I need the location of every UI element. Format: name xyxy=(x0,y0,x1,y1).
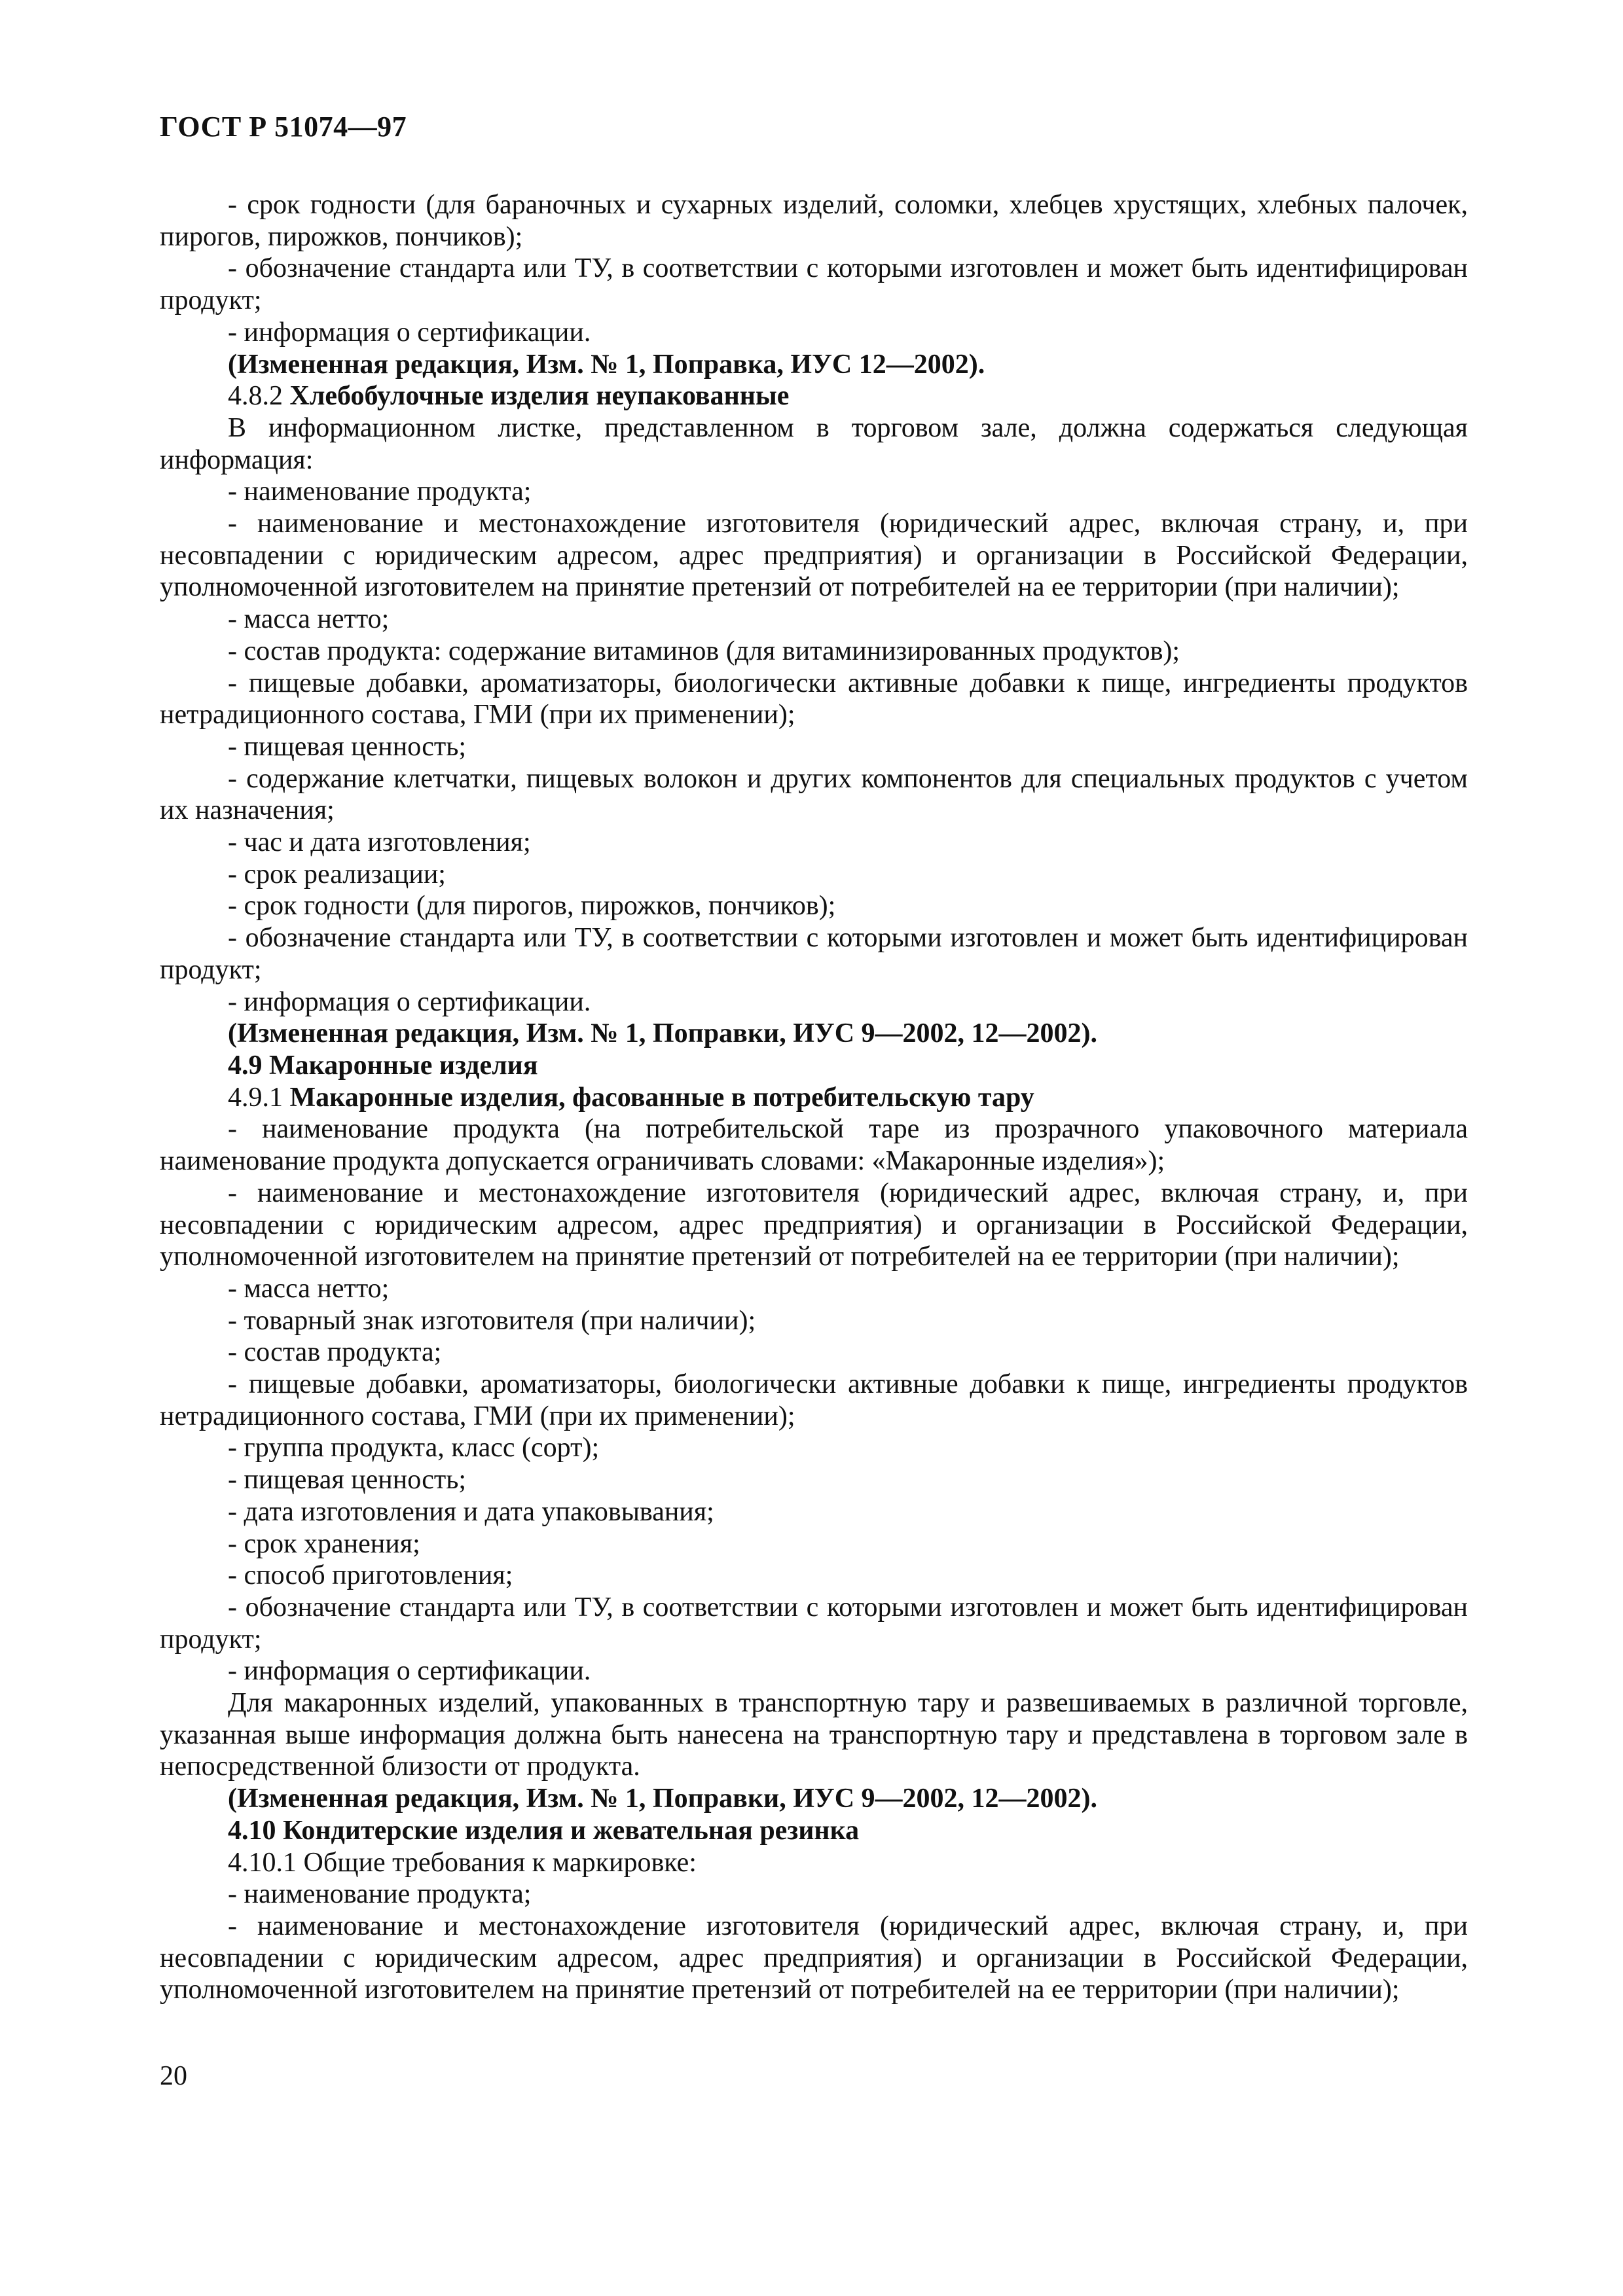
paragraph: В информационном листке, представленном в торговом зале, должна содержаться следующая информация: xyxy=(160,412,1468,475)
amendment-note: (Измененная редакция, Изм. № 1, Поправка, ИУС 12—2002). xyxy=(228,349,985,380)
list-item: - состав продукта; xyxy=(228,1337,442,1368)
list-item: - срок хранения; xyxy=(228,1528,420,1559)
list-item: - срок реализации; xyxy=(228,859,446,889)
amendment-note: (Измененная редакция, Изм. № 1, Поправки, ИУС 9—2002, 12—2002). xyxy=(228,1784,1098,1814)
list-item: - пищевая ценность; xyxy=(228,1465,467,1496)
section-heading-4-9: 4.9 Макаронные изделия xyxy=(228,1050,538,1081)
list-item: - наименование продукта; xyxy=(228,1879,532,1910)
section-title: Макаронные изделия, фасованные в потребительскую тару xyxy=(289,1082,1034,1113)
section-title: Хлебобулочные изделия неупакованные xyxy=(289,381,790,412)
list-item: - информация о сертификации. xyxy=(228,1656,591,1687)
list-item: - пищевые добавки, ароматизаторы, биологически активные добавки к пище, ингредиенты продуктов нетрадиционного состава, ГМИ (при их применении); xyxy=(160,668,1468,730)
list-item: - наименование и местонахождение изготовителя (юридический адрес, включая страну, и, при несовпадении с юридическим адресом, адрес предприятия) и организации в Российской Федерации, уполномоченной изготовителем на принятие претензий от потребителей на ее территории (при наличии); xyxy=(160,1177,1468,1272)
list-item: - масса нетто; xyxy=(228,1273,390,1304)
list-item: - пищевая ценность; xyxy=(228,731,467,762)
paragraph: - срок годности (для бараночных и сухарных изделий, соломки, хлебцев хрустящих, хлебных палочек, пирогов, пирожков, пончиков); xyxy=(160,190,1468,252)
list-item: - обозначение стандарта или ТУ, в соответствии с которыми изготовлен и может быть идентифицирован продукт; xyxy=(160,1592,1468,1655)
list-item: - товарный знак изготовителя (при наличии); xyxy=(228,1305,756,1336)
section-number: 4.8.2 xyxy=(228,381,283,412)
list-item: - наименование и местонахождение изготовителя (юридический адрес, включая страну, и, при несовпадении с юридическим адресом, адрес предприятия) и организации в Российской Федерации, уполномоченной изготовителем на принятие претензий от потребителей на ее территории (при наличии); xyxy=(160,509,1468,603)
list-item: - срок годности (для пирогов, пирожков, пончиков); xyxy=(228,891,836,922)
section-number: 4.9.1 xyxy=(228,1082,283,1113)
paragraph: - информация о сертификации. xyxy=(228,317,591,348)
list-item: - наименование и местонахождение изготовителя (юридический адрес, включая страну, и, при несовпадении с юридическим адресом, адрес предприятия) и организации в Российской Федерации, уполномоченной изготовителем на принятие претензий от потребителей на ее территории (при наличии); xyxy=(160,1910,1468,2005)
page-number: 20 xyxy=(160,2061,187,2091)
list-item: - группа продукта, класс (сорт); xyxy=(228,1433,600,1463)
paragraph: Для макаронных изделий, упакованных в транспортную тару и развешиваемых в различной торговле, указанная выше информация должна быть нанесена на транспортную тару и представлена в торговом зале в непосредственной близости от продукта. xyxy=(160,1688,1468,1782)
list-item: - пищевые добавки, ароматизаторы, биологически активные добавки к пище, ингредиенты продуктов нетрадиционного состава, ГМИ (при их применении); xyxy=(160,1369,1468,1431)
list-item: - содержание клетчатки, пищевых волокон и других компонентов для специальных продуктов с учетом их назначения; xyxy=(160,763,1468,826)
list-item: - наименование продукта (на потребительской таре из прозрачного упаковочного материала наименование продукта допускается ограничивать словами: «Макаронные изделия»); xyxy=(160,1114,1468,1177)
list-item: - способ приготовления; xyxy=(228,1560,513,1591)
amendment-note: (Измененная редакция, Изм. № 1, Поправки, ИУС 9—2002, 12—2002). xyxy=(228,1018,1098,1049)
section-heading-4-9-1 xyxy=(160,1082,1468,1114)
list-item: - наименование продукта; xyxy=(228,476,532,507)
paragraph: - обозначение стандарта или ТУ, в соответствии с которыми изготовлен и может быть идентифицирован продукт; xyxy=(160,253,1468,316)
subsection-heading-4-10-1: 4.10.1 Общие требования к маркировке: xyxy=(228,1847,697,1878)
list-item: - дата изготовления и дата упаковывания; xyxy=(228,1496,714,1527)
list-item: - информация о сертификации. xyxy=(228,986,591,1017)
section-heading-4-8-2 xyxy=(160,380,1468,412)
list-item: - состав продукта: содержание витаминов (для витаминизированных продуктов); xyxy=(228,636,1180,666)
list-item: - час и дата изготовления; xyxy=(228,827,531,858)
list-item: - масса нетто; xyxy=(228,604,390,635)
list-item: - обозначение стандарта или ТУ, в соответствии с которыми изготовлен и может быть идентифицирован продукт; xyxy=(160,923,1468,985)
document-header-code: ГОСТ Р 51074—97 xyxy=(160,111,407,143)
document-body xyxy=(160,189,1468,2006)
section-heading-4-10: 4.10 Кондитерские изделия и жевательная резинка xyxy=(228,1815,860,1846)
